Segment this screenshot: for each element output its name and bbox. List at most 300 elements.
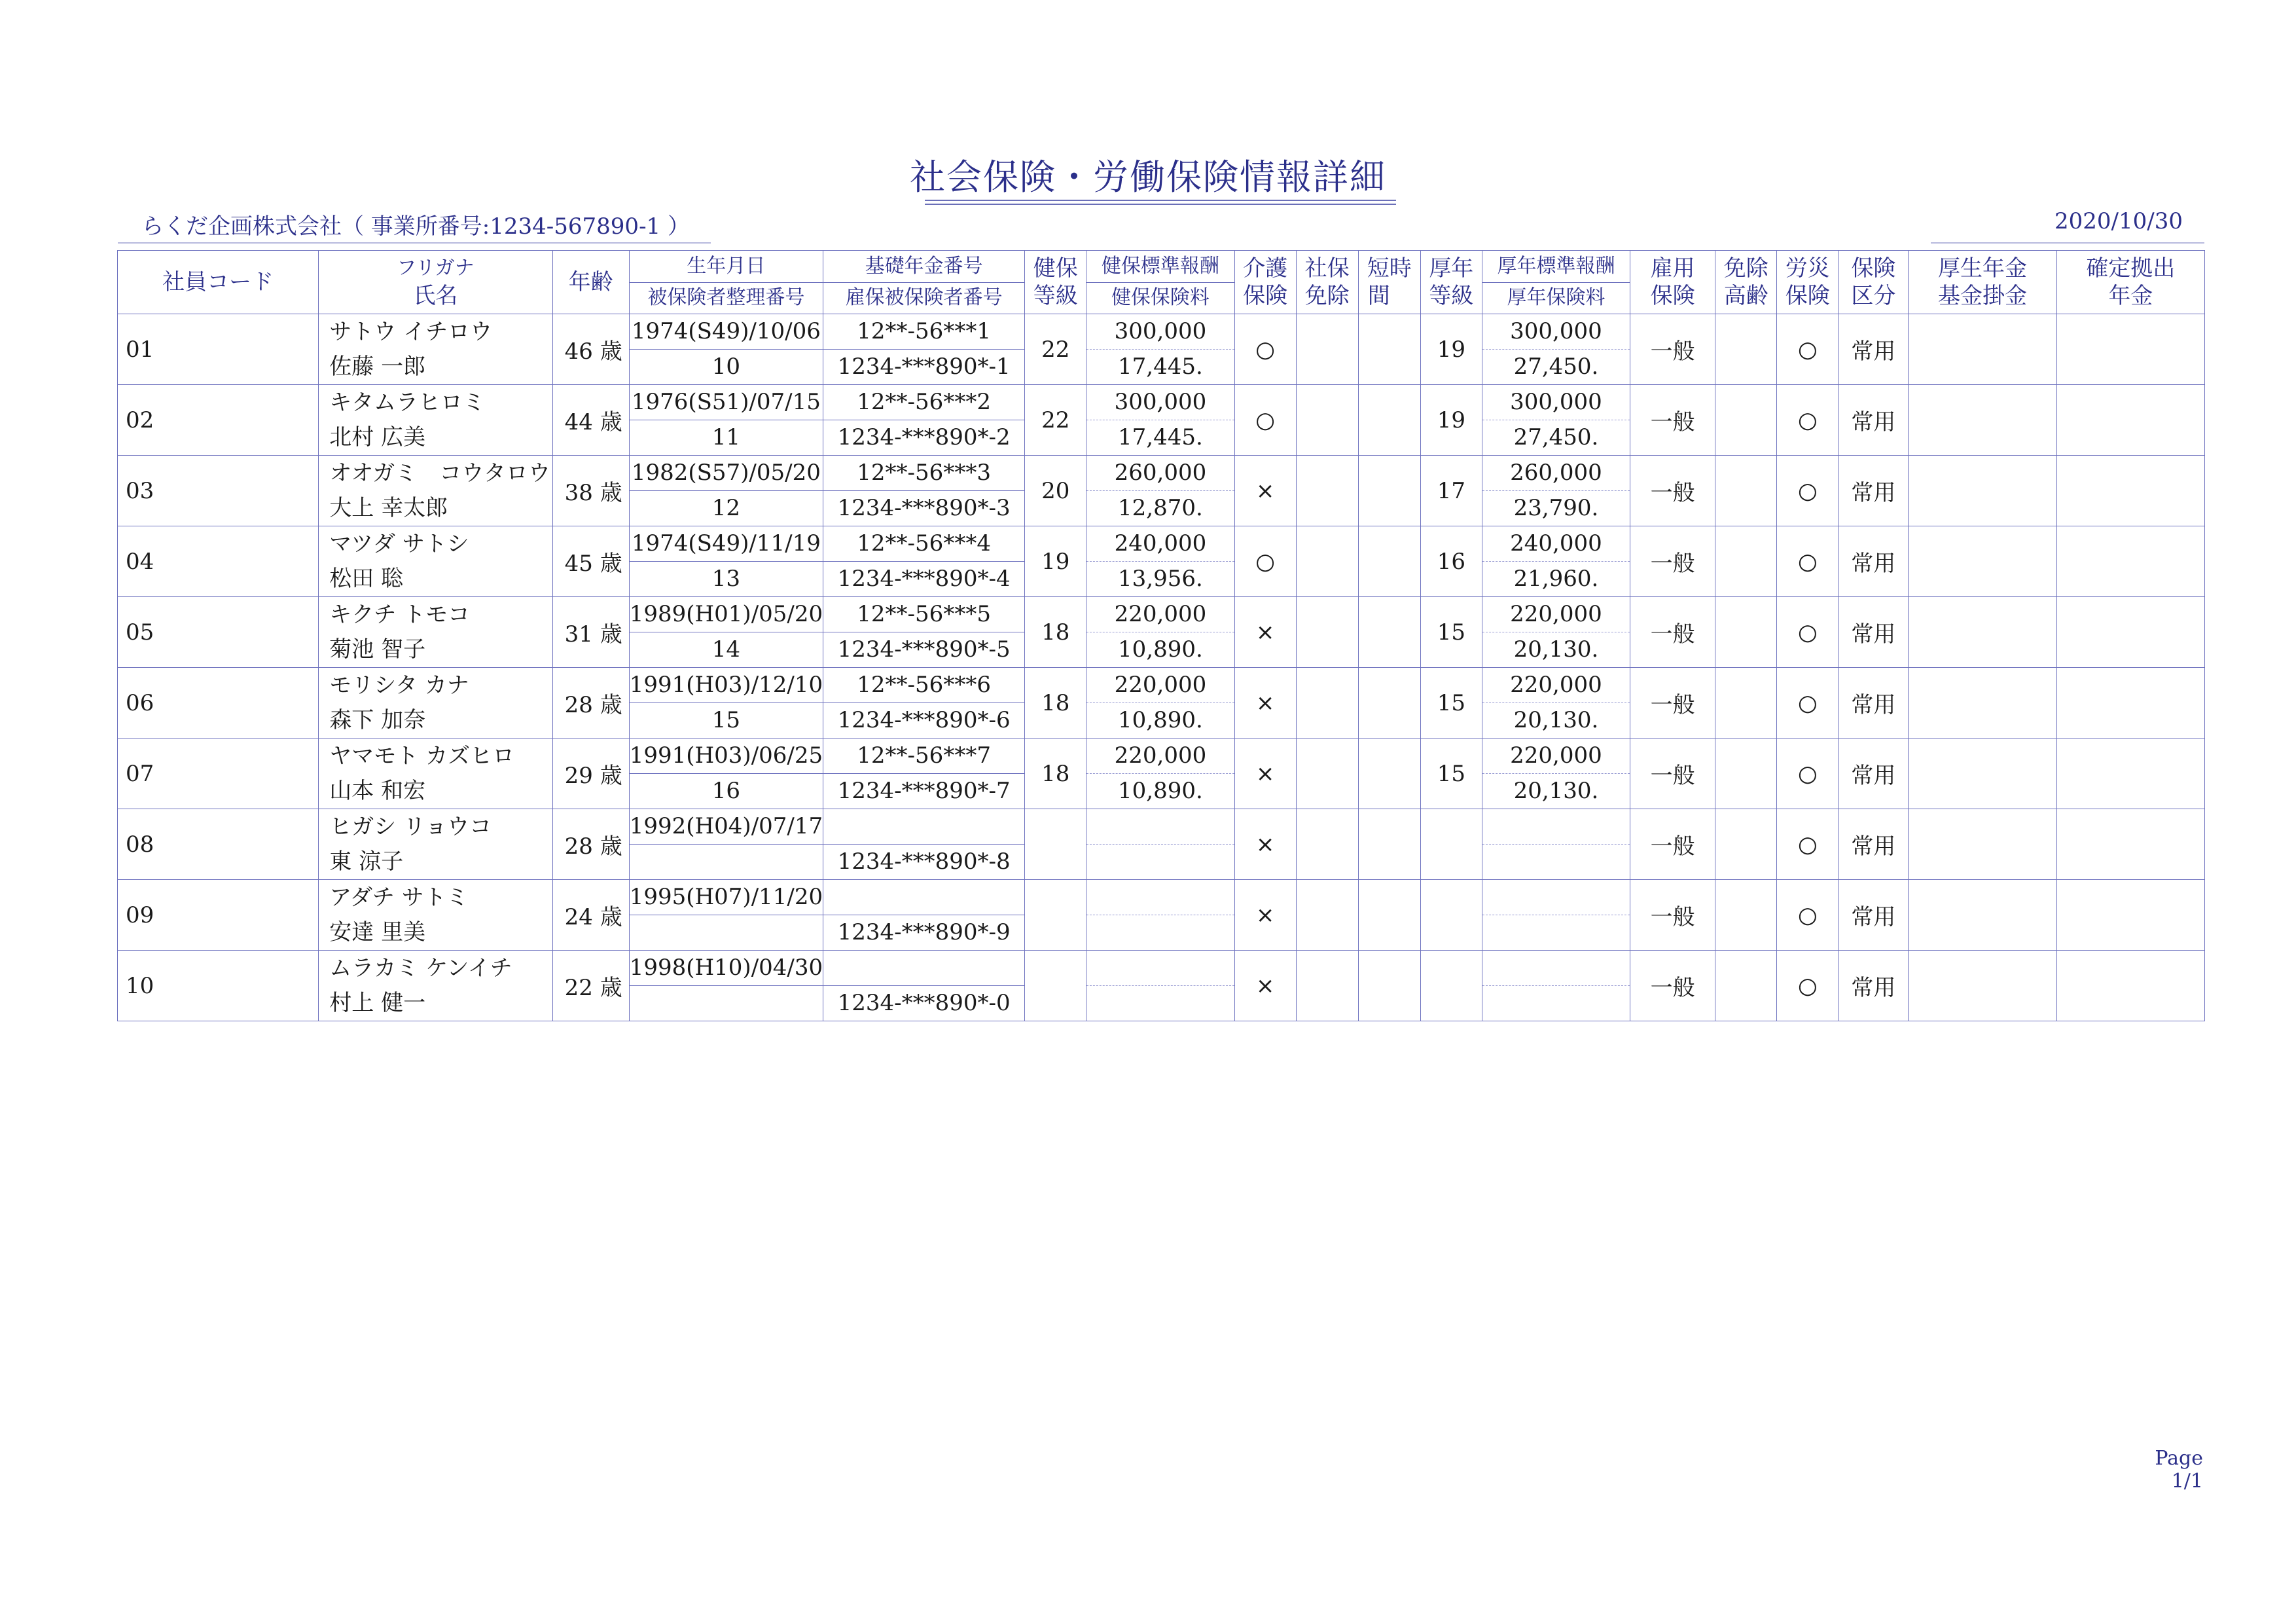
header-workers-comp-1: 労災: [1785, 255, 1830, 282]
health-cell: [1086, 314, 1234, 385]
employee-age: 28 歳: [552, 668, 629, 739]
pension-fund: [1909, 526, 2056, 597]
health-standard-pay: 300,000: [1086, 314, 1234, 350]
header-employee-code: 社員コード: [118, 251, 319, 314]
employment-insurance: 一般: [1630, 385, 1715, 456]
dc-pension: [2056, 385, 2204, 456]
header-employment-2: 保険: [1650, 283, 1695, 309]
insured-number: [630, 915, 823, 950]
short-time: [1358, 809, 1420, 880]
pension-fund: [1909, 314, 2056, 385]
employee-name: 村上 健一: [329, 989, 426, 1016]
pension-premium: 20,130.: [1513, 636, 1599, 663]
health-cell: [1086, 809, 1234, 880]
insured-number: [630, 845, 823, 879]
employee-age: 24 歳: [552, 880, 629, 951]
insurance-type: 常用: [1839, 880, 1909, 951]
birth-cell: [629, 668, 823, 739]
pension-premium: 20,130.: [1513, 707, 1599, 733]
pension-standard-pay: 220,000: [1482, 597, 1630, 632]
pension-cell: [823, 951, 1024, 1021]
employee-furigana: ヒガシ リョウコ: [329, 813, 492, 840]
pension-grade: 15: [1420, 597, 1482, 668]
header-short-time-2: 間: [1367, 283, 1390, 309]
exempt-elderly: [1715, 951, 1777, 1021]
header-pension-no: 基礎年金番号: [823, 251, 1024, 283]
birthdate: 1974(S49)/11/19: [630, 526, 823, 562]
employee-age: 29 歳: [552, 739, 629, 809]
exempt-elderly: [1715, 809, 1777, 880]
health-cell: [1086, 597, 1234, 668]
header-exempt-elderly: [1715, 251, 1777, 314]
pension-number: 12**-56***1: [823, 314, 1024, 350]
insured-number: 12: [711, 495, 740, 521]
short-time: [1358, 668, 1420, 739]
header-social-exempt-1: 社保: [1304, 255, 1350, 282]
employee-furigana: キタムラヒロミ: [329, 389, 485, 416]
header-care-1: 介護: [1243, 255, 1288, 282]
employment-insurance: 一般: [1630, 809, 1715, 880]
pension-premium: [1482, 915, 1630, 950]
header-health-grade-2: 等級: [1033, 283, 1078, 309]
short-time: [1358, 385, 1420, 456]
employment-insured-number: 1234-***890*-4: [837, 566, 1011, 592]
header-exempt-elderly-1: 免除: [1723, 255, 1768, 282]
header-employment-insured-no: 雇保被保険者番号: [823, 282, 1024, 314]
health-cell: [1086, 456, 1234, 526]
header-pension-grade-1: 厚年: [1429, 255, 1474, 282]
birth-cell: [629, 314, 823, 385]
birth-cell: [629, 526, 823, 597]
employee-age: 44 歳: [552, 385, 629, 456]
health-standard-pay: 220,000: [1086, 739, 1234, 774]
pension-cell: [823, 314, 1024, 385]
health-standard-pay: 220,000: [1086, 597, 1234, 632]
pension-premium: 27,450.: [1513, 354, 1599, 380]
insurance-type: 常用: [1839, 668, 1909, 739]
social-exempt: [1296, 880, 1358, 951]
pension-grade: 19: [1420, 385, 1482, 456]
health-premium: [1086, 845, 1234, 879]
health-premium: 10,890.: [1118, 707, 1203, 733]
employee-age: 22 歳: [552, 951, 629, 1021]
health-standard-pay: 220,000: [1086, 668, 1234, 703]
employee-name: 大上 幸太郎: [329, 494, 448, 521]
pension-grade: [1420, 809, 1482, 880]
health-grade: 19: [1025, 526, 1086, 597]
short-time: [1358, 456, 1420, 526]
social-exempt: [1296, 668, 1358, 739]
pension-number: 12**-56***5: [823, 597, 1024, 632]
employee-furigana: サトウ イチロウ: [329, 318, 493, 345]
employment-insured-number: 1234-***890*-8: [837, 848, 1011, 875]
pension-number: [823, 880, 1024, 915]
employee-age: 45 歳: [552, 526, 629, 597]
dc-pension: [2056, 314, 2204, 385]
employment-insurance: 一般: [1630, 951, 1715, 1021]
pension-number: 12**-56***3: [823, 456, 1024, 491]
header-health-fee: 健保保険料: [1086, 282, 1234, 314]
header-social-exempt-2: 免除: [1304, 283, 1350, 309]
header-age: 年齢: [552, 251, 629, 314]
header-ins-type-2: 区分: [1851, 283, 1896, 309]
care-insurance: ×: [1234, 739, 1296, 809]
insurance-type: 常用: [1839, 809, 1909, 880]
short-time: [1358, 597, 1420, 668]
birthdate: 1982(S57)/05/20: [630, 456, 823, 491]
employee-name-cell: [319, 668, 552, 739]
health-premium: [1086, 986, 1234, 1021]
birthdate: 1991(H03)/06/25: [630, 739, 823, 774]
page-number: Page 1/1: [2155, 1447, 2203, 1493]
insurance-type: 常用: [1839, 951, 1909, 1021]
dc-pension: [2056, 456, 2204, 526]
social-exempt: [1296, 314, 1358, 385]
employee-name: 北村 広美: [329, 424, 426, 450]
short-time: [1358, 739, 1420, 809]
header-pension-fund: [1909, 251, 2056, 314]
employee-code: 01: [118, 314, 319, 385]
exempt-elderly: [1715, 880, 1777, 951]
employment-insurance: 一般: [1630, 456, 1715, 526]
health-premium: 10,890.: [1118, 778, 1203, 804]
employee-name-cell: [319, 526, 552, 597]
pension-pay-cell: [1482, 456, 1630, 526]
birthdate: 1998(H10)/04/30: [630, 951, 823, 986]
health-cell: [1086, 880, 1234, 951]
insured-number: 11: [711, 424, 740, 450]
employee-name: 安達 里美: [329, 919, 426, 945]
care-insurance: ×: [1234, 668, 1296, 739]
birthdate: 1995(H07)/11/20: [630, 880, 823, 915]
workers-comp: ○: [1777, 314, 1839, 385]
employee-furigana: オオガミ コウタロウ: [329, 460, 550, 486]
employment-insurance: 一般: [1630, 668, 1715, 739]
employment-insured-number: 1234-***890*-5: [837, 636, 1011, 663]
social-exempt: [1296, 809, 1358, 880]
health-cell: [1086, 951, 1234, 1021]
exempt-elderly: [1715, 597, 1777, 668]
employment-insured-number: 1234-***890*-6: [837, 707, 1011, 733]
employee-name-cell: [319, 951, 552, 1021]
header-health-grade-1: 健保: [1033, 255, 1078, 282]
pension-cell: [823, 809, 1024, 880]
pension-pay-cell: [1482, 951, 1630, 1021]
employee-name-cell: [319, 456, 552, 526]
pension-standard-pay: [1482, 880, 1630, 915]
pension-standard-pay: 300,000: [1482, 314, 1630, 350]
care-insurance: ○: [1234, 314, 1296, 385]
employment-insurance: 一般: [1630, 739, 1715, 809]
header-pension-grade: [1420, 251, 1482, 314]
pension-premium: 20,130.: [1513, 778, 1599, 804]
birth-cell: [629, 739, 823, 809]
health-premium: [1086, 915, 1234, 950]
pension-standard-pay: 240,000: [1482, 526, 1630, 562]
employee-name-cell: [319, 597, 552, 668]
table-row: [118, 809, 2205, 880]
dc-pension: [2056, 597, 2204, 668]
exempt-elderly: [1715, 739, 1777, 809]
table-row: [118, 314, 2205, 385]
table-row: [118, 526, 2205, 597]
pension-fund: [1909, 668, 2056, 739]
care-insurance: ○: [1234, 385, 1296, 456]
short-time: [1358, 951, 1420, 1021]
employee-name: 森下 加奈: [329, 706, 426, 733]
birthdate: 1974(S49)/10/06: [630, 314, 823, 350]
employee-furigana: モリシタ カナ: [329, 672, 469, 699]
social-exempt: [1296, 456, 1358, 526]
dc-pension: [2056, 809, 2204, 880]
exempt-elderly: [1715, 526, 1777, 597]
header-employment-1: 雇用: [1650, 255, 1695, 282]
health-grade: 22: [1025, 385, 1086, 456]
header-exempt-elderly-2: 高齢: [1723, 283, 1768, 309]
health-standard-pay: [1086, 951, 1234, 986]
health-grade: 18: [1025, 668, 1086, 739]
insured-number: 16: [711, 778, 740, 804]
pension-grade: 15: [1420, 668, 1482, 739]
pension-standard-pay: 220,000: [1482, 668, 1630, 703]
care-insurance: ×: [1234, 951, 1296, 1021]
short-time: [1358, 526, 1420, 597]
header-social-exempt: [1296, 251, 1358, 314]
workers-comp: ○: [1777, 880, 1839, 951]
health-standard-pay: [1086, 809, 1234, 845]
pension-cell: [823, 668, 1024, 739]
birth-cell: [629, 597, 823, 668]
insured-number: 13: [711, 566, 740, 592]
dc-pension: [2056, 526, 2204, 597]
employment-insurance: 一般: [1630, 526, 1715, 597]
care-insurance: ×: [1234, 597, 1296, 668]
employee-code: 05: [118, 597, 319, 668]
pension-pay-cell: [1482, 880, 1630, 951]
health-cell: [1086, 668, 1234, 739]
birthdate: 1989(H01)/05/20: [630, 597, 823, 632]
table-row: [118, 739, 2205, 809]
care-insurance: ×: [1234, 809, 1296, 880]
employee-age: 38 歳: [552, 456, 629, 526]
care-insurance: ○: [1234, 526, 1296, 597]
table-row: [118, 385, 2205, 456]
health-cell: [1086, 526, 1234, 597]
report-date: 2020/10/30: [2054, 208, 2183, 234]
employee-code: 10: [118, 951, 319, 1021]
health-grade: [1025, 880, 1086, 951]
header-name: [319, 251, 552, 314]
insured-number: 15: [711, 707, 740, 733]
health-premium: 17,445.: [1118, 354, 1203, 380]
pension-fund: [1909, 809, 2056, 880]
social-exempt: [1296, 739, 1358, 809]
care-insurance: ×: [1234, 456, 1296, 526]
employee-name-cell: [319, 314, 552, 385]
pension-grade: [1420, 880, 1482, 951]
employment-insurance: 一般: [1630, 314, 1715, 385]
table-row: [118, 951, 2205, 1021]
health-premium: 10,890.: [1118, 636, 1203, 663]
pension-number: 12**-56***4: [823, 526, 1024, 562]
pension-grade: 16: [1420, 526, 1482, 597]
company-name: らくだ企画株式会社（ 事業所番号:1234-567890-1 ）: [141, 213, 690, 240]
header-ins-type-1: 保険: [1851, 255, 1896, 282]
header-pension-fund-1: 厚生年金: [1938, 255, 2028, 282]
pension-fund: [1909, 597, 2056, 668]
insurance-type: 常用: [1839, 526, 1909, 597]
pension-premium: [1482, 845, 1630, 879]
header-dc-pension: [2056, 251, 2204, 314]
employee-code: 03: [118, 456, 319, 526]
pension-grade: 17: [1420, 456, 1482, 526]
health-grade: [1025, 809, 1086, 880]
employment-insured-number: 1234-***890*-2: [837, 424, 1011, 450]
employee-code: 04: [118, 526, 319, 597]
pension-pay-cell: [1482, 668, 1630, 739]
pension-number: 12**-56***6: [823, 668, 1024, 703]
exempt-elderly: [1715, 456, 1777, 526]
health-grade: 18: [1025, 597, 1086, 668]
header-pension-fund-2: 基金掛金: [1938, 283, 2028, 309]
health-grade: 18: [1025, 739, 1086, 809]
title-underline: [925, 200, 1396, 201]
employee-code: 07: [118, 739, 319, 809]
workers-comp: ○: [1777, 951, 1839, 1021]
table-row: [118, 456, 2205, 526]
employment-insured-number: 1234-***890*-3: [837, 495, 1011, 521]
pension-grade: 19: [1420, 314, 1482, 385]
header-insured-no: 被保険者整理番号: [629, 282, 823, 314]
employee-code: 09: [118, 880, 319, 951]
health-standard-pay: 300,000: [1086, 385, 1234, 420]
employee-age: 28 歳: [552, 809, 629, 880]
social-exempt: [1296, 951, 1358, 1021]
insurance-type: 常用: [1839, 314, 1909, 385]
employee-furigana: キクチ トモコ: [329, 601, 471, 628]
header-health-grade: [1025, 251, 1086, 314]
insurance-type: 常用: [1839, 385, 1909, 456]
employee-name: 松田 聡: [329, 565, 404, 592]
employment-insured-number: 1234-***890*-7: [837, 778, 1011, 804]
employment-insured-number: 1234-***890*-9: [837, 919, 1011, 945]
birth-cell: [629, 385, 823, 456]
employee-name-cell: [319, 809, 552, 880]
header-short-time-1: 短時: [1367, 255, 1412, 282]
header-dc-1: 確定拠出: [2086, 255, 2176, 282]
pension-standard-pay: 220,000: [1482, 739, 1630, 774]
health-premium: 12,870.: [1118, 495, 1203, 521]
pension-pay-cell: [1482, 739, 1630, 809]
pension-fund: [1909, 385, 2056, 456]
pension-pay-cell: [1482, 809, 1630, 880]
exempt-elderly: [1715, 668, 1777, 739]
date-underline: [1931, 242, 2204, 244]
care-insurance: ×: [1234, 880, 1296, 951]
header-ins-type: [1839, 251, 1909, 314]
employment-insurance: 一般: [1630, 880, 1715, 951]
workers-comp: ○: [1777, 809, 1839, 880]
birth-cell: [629, 456, 823, 526]
header-pension-fee: 厚年保険料: [1482, 282, 1630, 314]
insurance-type: 常用: [1839, 739, 1909, 809]
dc-pension: [2056, 880, 2204, 951]
short-time: [1358, 314, 1420, 385]
header-name-label: 氏名: [413, 283, 458, 309]
pension-pay-cell: [1482, 526, 1630, 597]
health-cell: [1086, 385, 1234, 456]
health-grade: 20: [1025, 456, 1086, 526]
pension-number: 12**-56***2: [823, 385, 1024, 420]
exempt-elderly: [1715, 314, 1777, 385]
pension-premium: 21,960.: [1513, 566, 1599, 592]
dc-pension: [2056, 739, 2204, 809]
workers-comp: ○: [1777, 456, 1839, 526]
birth-cell: [629, 809, 823, 880]
pension-standard-pay: 260,000: [1482, 456, 1630, 491]
pension-cell: [823, 385, 1024, 456]
employee-code: 06: [118, 668, 319, 739]
pension-standard-pay: 300,000: [1482, 385, 1630, 420]
pension-grade: 15: [1420, 739, 1482, 809]
pension-standard-pay: [1482, 951, 1630, 986]
pension-fund: [1909, 739, 2056, 809]
pension-grade: [1420, 951, 1482, 1021]
company-underline: [118, 242, 711, 244]
insurance-type: 常用: [1839, 456, 1909, 526]
dc-pension: [2056, 668, 2204, 739]
employee-code: 08: [118, 809, 319, 880]
pension-premium: 27,450.: [1513, 424, 1599, 450]
insured-number: 10: [711, 354, 740, 380]
short-time: [1358, 880, 1420, 951]
pension-cell: [823, 526, 1024, 597]
workers-comp: ○: [1777, 668, 1839, 739]
birth-cell: [629, 880, 823, 951]
health-standard-pay: [1086, 880, 1234, 915]
social-exempt: [1296, 526, 1358, 597]
pension-standard-pay: [1482, 809, 1630, 845]
employee-furigana: マツダ サトシ: [329, 530, 469, 557]
header-health-std: 健保標準報酬: [1086, 251, 1234, 283]
health-standard-pay: 260,000: [1086, 456, 1234, 491]
health-standard-pay: 240,000: [1086, 526, 1234, 562]
employee-furigana: アダチ サトミ: [329, 884, 469, 911]
employment-insured-number: 1234-***890*-1: [837, 354, 1011, 380]
health-grade: [1025, 951, 1086, 1021]
insurance-type: 常用: [1839, 597, 1909, 668]
health-premium: 17,445.: [1118, 424, 1203, 450]
workers-comp: ○: [1777, 739, 1839, 809]
header-dc-2: 年金: [2108, 283, 2153, 309]
employment-insurance: 一般: [1630, 597, 1715, 668]
page-title: 社会保険・労働保険情報詳細: [910, 156, 1386, 198]
insured-number: [630, 986, 823, 1021]
dc-pension: [2056, 951, 2204, 1021]
employee-code: 02: [118, 385, 319, 456]
employee-furigana: ムラカミ ケンイチ: [329, 955, 512, 981]
birthdate: 1991(H03)/12/10: [630, 668, 823, 703]
social-exempt: [1296, 597, 1358, 668]
header-birthdate: 生年月日: [629, 251, 823, 283]
employee-age: 46 歳: [552, 314, 629, 385]
header-employment: [1630, 251, 1715, 314]
employee-name: 佐藤 一郎: [329, 353, 426, 380]
pension-cell: [823, 456, 1024, 526]
workers-comp: ○: [1777, 526, 1839, 597]
header-pension-grade-2: 等級: [1429, 283, 1474, 309]
header-furigana: フリガナ: [397, 257, 475, 280]
